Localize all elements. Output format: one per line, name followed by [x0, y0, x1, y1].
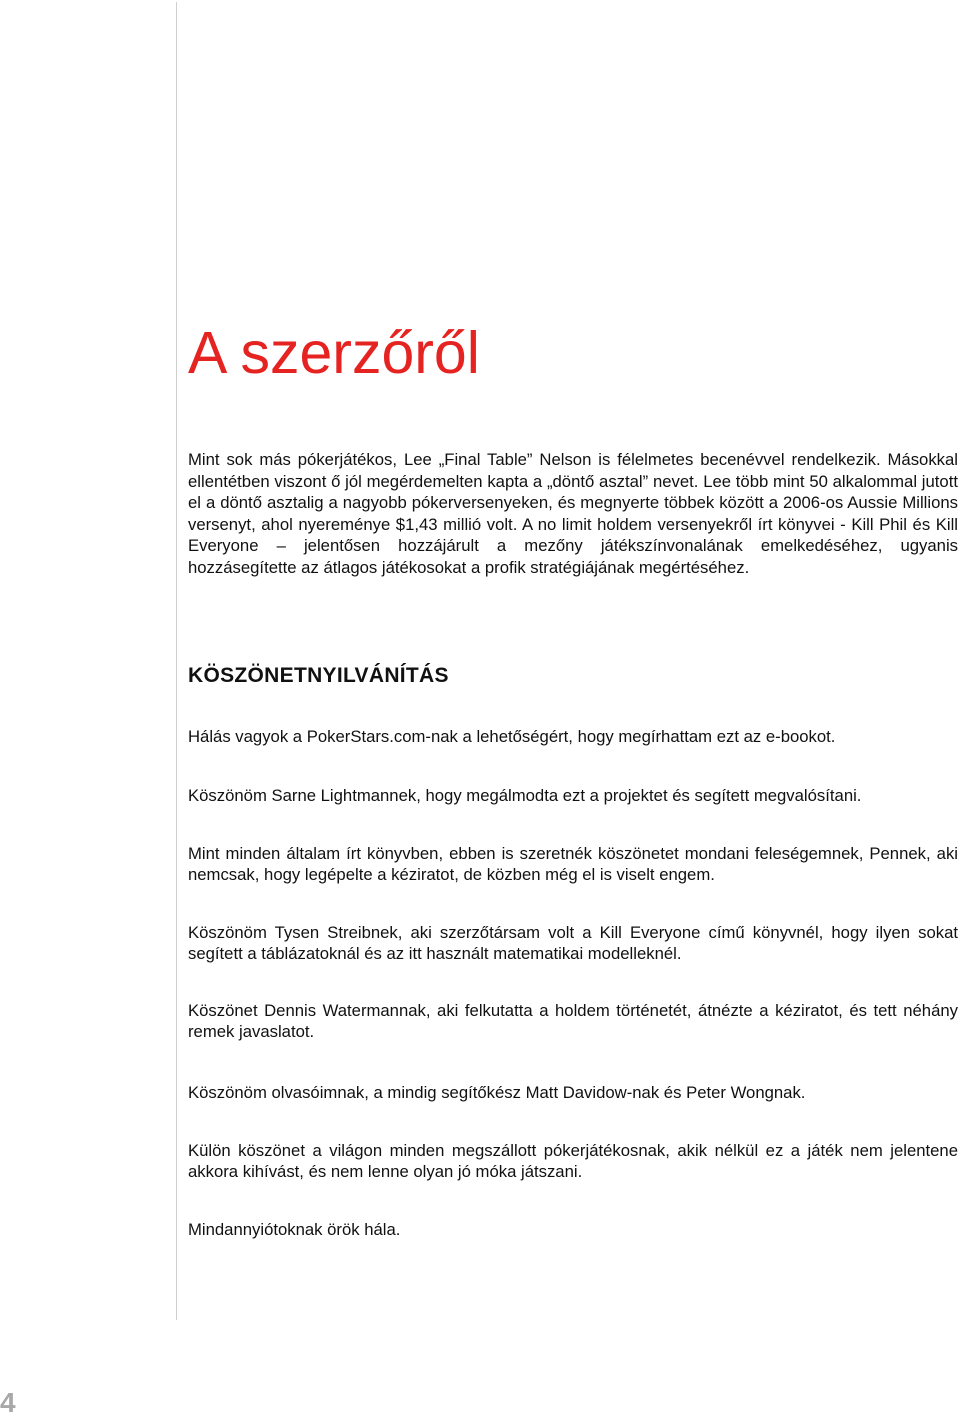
ack-paragraph-players: Külön köszönet a világon minden megszállott pókerjátékosnak, akik nélkül ez a játék nem jelentene akkora kihívást, és nem lenne olyan jó móka játszani. — [188, 1141, 958, 1181]
page-title: A szerzőről — [188, 320, 480, 386]
margin-rule — [176, 2, 177, 1320]
ack-paragraph-readers: Köszönöm olvasóimnak, a mindig segítőkész Matt Davidow-nak és Peter Wongnak. — [188, 1083, 806, 1102]
ack-paragraph-streib: Köszönöm Tysen Streibnek, aki szerzőtársam volt a Kill Everyone című könyvnél, hogy ilyen sokat segített a táblázatoknál és az itt használt matematikai modelleknél. — [188, 923, 958, 963]
ack-paragraph-closing: Mindannyiótoknak örök hála. — [188, 1220, 401, 1239]
ack-paragraph-lightman: Köszönöm Sarne Lightmannek, hogy megálmodta ezt a projektet és segített megvalósítani. — [188, 786, 862, 805]
page-number: 4 — [0, 1387, 16, 1418]
ack-paragraph-waterman: Köszönet Dennis Watermannak, aki felkutatta a holdem történetét, átnézte a kéziratot, és tett néhány remek javaslatot. — [188, 1001, 958, 1041]
ack-paragraph-wife: Mint minden általam írt könyvben, ebben is szeretnék köszönetet mondani feleségemnek, Pennek, aki nemcsak, hogy legépelte a kéziratot, de közben még el is viselt engem. — [188, 844, 958, 884]
ack-paragraph-pokerstars: Hálás vagyok a PokerStars.com-nak a lehetőségért, hogy megírhattam ezt az e-bookot. — [188, 727, 836, 746]
author-bio-paragraph: Mint sok más pókerjátékos, Lee „Final Table” Nelson is félelmetes becenévvel rendelkezik. Másokkal ellentétben viszont ő jól megérdemelten kapta a „döntő asztal” nevet. Lee több mint 50 alkalommal jutott el a döntő asztalig a nagyobb pókerversenyeken, és megnyerte többek között a 2006-os Aussie Millions versenyt, ahol nyereménye $1,43 millió volt. A no limit holdem versenyekről írt könyvei - Kill Phil és Kill Everyone – jelentősen hozzájárult a mezőny játékszínvonalának emelkedéséhez, ugyanis hozzásegítette az átlagos játékosokat a profik stratégiájának megértéséhez. — [188, 450, 958, 577]
acknowledgements-heading: KÖSZÖNETNYILVÁNÍTÁS — [188, 664, 449, 687]
